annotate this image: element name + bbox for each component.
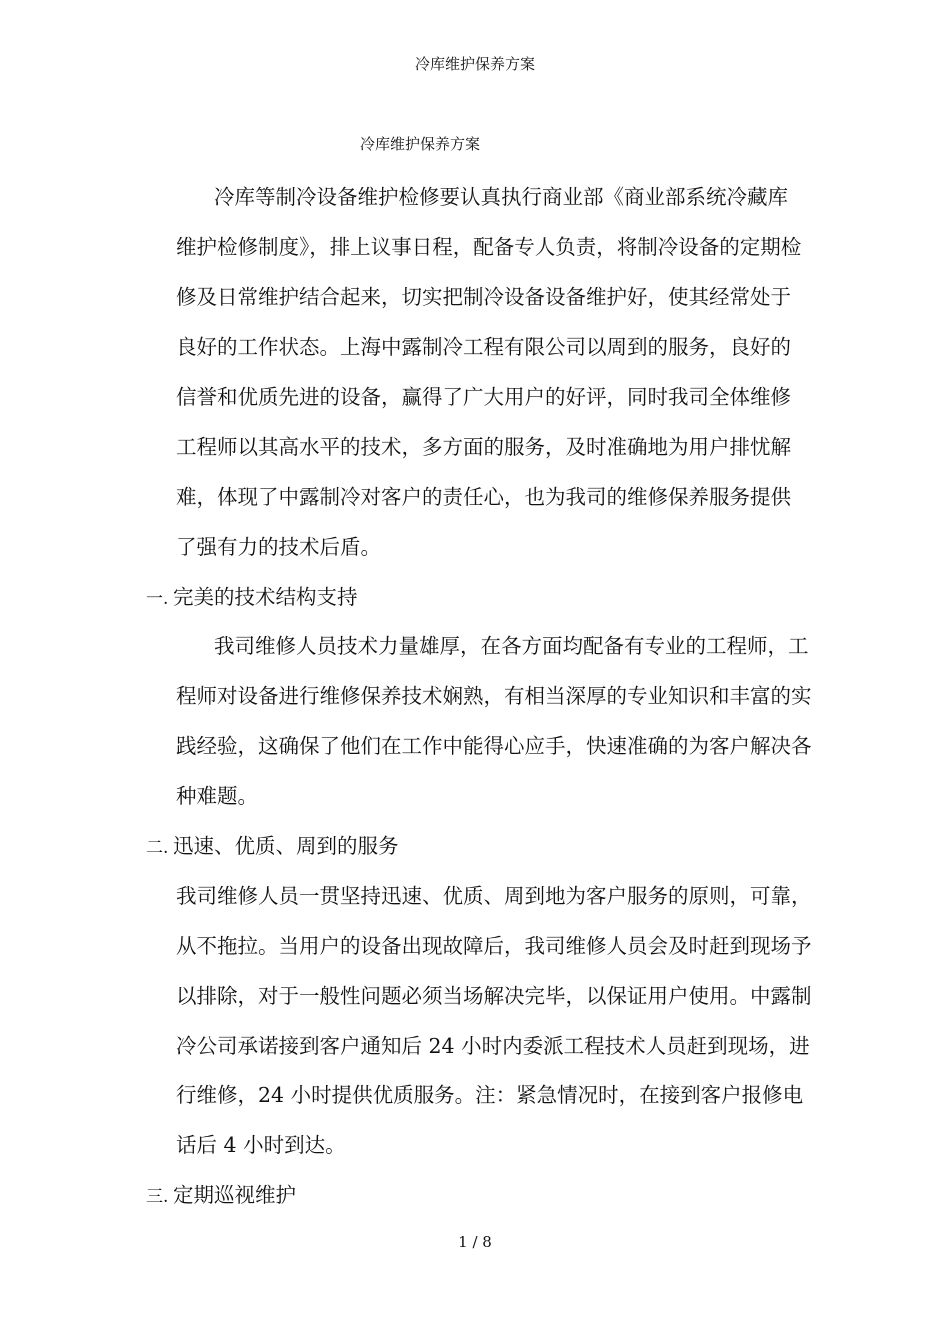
paragraph-line: 工程师以其高水平的技术，多方面的服务，及时准确地为用户排忧解 <box>176 435 791 459</box>
running-header: 冷库维护保养方案 <box>414 55 535 73</box>
paragraph-line: 良好的工作状态。上海中露制冷工程有限公司以周到的服务，良好的 <box>176 335 791 359</box>
paragraph-line: 修及日常维护结合起来，切实把制冷设备设备维护好，使其经常处于 <box>176 285 791 309</box>
section-heading <box>146 583 358 613</box>
paragraph-line: 难，体现了中露制冷对客户的责任心，也为我司的维修保养服务提供 <box>176 485 791 509</box>
paragraph-line: 维护检修制度》，排上议事日程，配备专人负责，将制冷设备的定期检 <box>176 235 802 259</box>
paragraph-line: 信誉和优质先进的设备，赢得了广大用户的好评，同时我司全体维修 <box>176 385 791 409</box>
section-title: 迅速、优质、周到的服务 <box>173 834 399 858</box>
paragraph-line: 种难题。 <box>176 784 258 808</box>
paragraph-line: 践经验，这确保了他们在工作中能得心应手，快速准确的为客户解决各 <box>176 734 812 758</box>
paragraph-line: 程师对设备进行维修保养技术娴熟，有相当深厚的专业知识和丰富的实 <box>176 684 812 708</box>
paragraph-line: 我司维修人员技术力量雄厚，在各方面均配备有专业的工程师，工 <box>214 634 809 658</box>
paragraph-line: 以排除，对于一般性问题必须当场解决完毕，以保证用户使用。中露制 <box>176 984 812 1008</box>
paragraph-line: 话后 4 小时到达。 <box>176 1133 346 1157</box>
section-heading <box>146 1181 296 1211</box>
paragraph-line: 冷公司承诺接到客户通知后 24 小时内委派工程技术人员赶到现场，进 <box>176 1034 810 1058</box>
paragraph-line: 冷库等制冷设备维护检修要认真执行商业部《商业部系统冷藏库 <box>214 185 788 209</box>
paragraph-line: 从不拖拉。当用户的设备出现故障后，我司维修人员会及时赶到现场予 <box>176 934 812 958</box>
paragraph-line: 行维修，24 小时提供优质服务。注：紧急情况时，在接到客户报修电 <box>176 1083 804 1107</box>
paragraph-line: 了强有力的技术后盾。 <box>176 535 381 559</box>
section-title: 定期巡视维护 <box>173 1183 296 1207</box>
paragraph-line: 我司维修人员一贯坚持迅速、优质、周到地为客户服务的原则，可靠， <box>176 884 812 908</box>
section-title: 完美的技术结构支持 <box>173 585 358 609</box>
page-number: 1 / 8 <box>458 1233 492 1251</box>
section-number: 二. <box>146 838 169 858</box>
section-heading <box>146 832 399 862</box>
document-title: 冷库维护保养方案 <box>360 135 481 153</box>
section-number: 三. <box>146 1187 169 1207</box>
section-number: 一. <box>146 589 169 609</box>
